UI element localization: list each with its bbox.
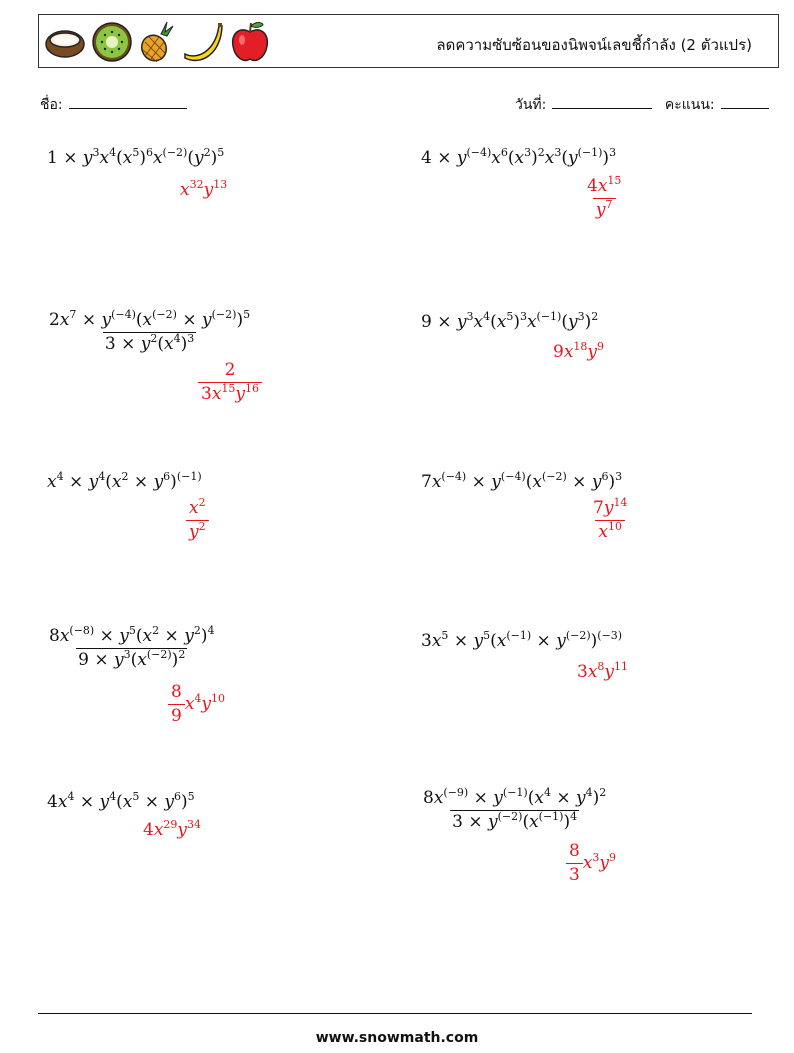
name-field (40, 94, 187, 116)
banana-icon (181, 20, 225, 64)
problem-9: $4x^4 \times y^4(x^5 \times y^6)^5$ (47, 790, 195, 812)
name-blank[interactable] (69, 95, 187, 109)
score-label: คะแนน: (664, 97, 715, 113)
answer-9: $4x^{29}y^{34}$ (143, 818, 202, 840)
apple-icon (229, 20, 271, 64)
kiwi-icon (91, 21, 133, 63)
answer-7: $\frac{8}{9}$ $x^4y^{10}$ (168, 684, 225, 725)
pineapple-icon (137, 20, 177, 64)
date-score-fields (515, 94, 769, 116)
answer-1: $x^{32}y^{13}$ (180, 178, 228, 200)
name-label: ชื่อ: (40, 97, 63, 113)
answer-10: $\frac{8}{3}$ $x^3y^9$ (566, 843, 616, 884)
problem-3: $\frac{2x^7 \times y^{(-4)}(x^{(-2)} \times y^{(-2)})^5}{3 \times y^2(x^4)^3}$ (49, 308, 251, 354)
footer-url[interactable]: www.snowmath.com (315, 1030, 479, 1046)
problem-7: $\frac{8x^{(-8)} \times y^5(x^2 \times y^2)^4}{9 \times y^3(x^{(-2)})^2}$ (49, 624, 215, 670)
answer-6: $\frac{7y^{14}}{x^{10}}$ (593, 496, 628, 542)
date-blank[interactable] (552, 95, 652, 109)
worksheet-title: ลดความซับซ้อนของนิพจน์เลขชี้กำลัง (2 ตัวแปร) (436, 36, 752, 54)
answer-8: $3x^8y^{11}$ (577, 660, 629, 682)
answer-4: $9x^{18}y^9$ (553, 340, 605, 362)
problem-1: $1 \times y^3x^4(x^5)^6x^{(-2)}(y^2)^5$ (47, 146, 225, 168)
problem-10: $\frac{8x^{(-9)} \times y^{(-1)}(x^4 \times y^4)^2}{3 \times y^{(-2)}(x^{(-1)})^4}$ (423, 786, 607, 832)
answer-5: $\frac{x^2}{y^2}$ (186, 500, 209, 541)
coconut-icon (43, 22, 87, 62)
problem-2: $4 \times y^{(-4)}x^6(x^3)^2x^3(y^{(-1)})^3$ (421, 146, 617, 168)
problem-6: $7x^{(-4)} \times y^{(-4)}(x^{(-2)} \times y^6)^3$ (421, 470, 623, 492)
footer-divider (38, 1013, 752, 1014)
problem-5: $x^4 \times y^4(x^2 \times y^6)^{(-1)}$ (47, 470, 202, 492)
score-blank[interactable] (721, 95, 769, 109)
fruit-icon-row (43, 19, 271, 65)
date-label: วันที่: (515, 97, 547, 113)
problem-4: $9 \times y^3x^4(x^5)^3x^{(-1)}(y^3)^2$ (421, 310, 599, 332)
answer-3: $\frac{2}{3x^{15}y^{16}}$ (198, 362, 262, 403)
answer-2: $\frac{4x^{15}}{y^7}$ (587, 174, 622, 220)
problem-8: $3x^5 \times y^5(x^{(-1)} \times y^{(-2)})^{(-3)}$ (421, 629, 623, 651)
worksheet-header (38, 14, 779, 68)
